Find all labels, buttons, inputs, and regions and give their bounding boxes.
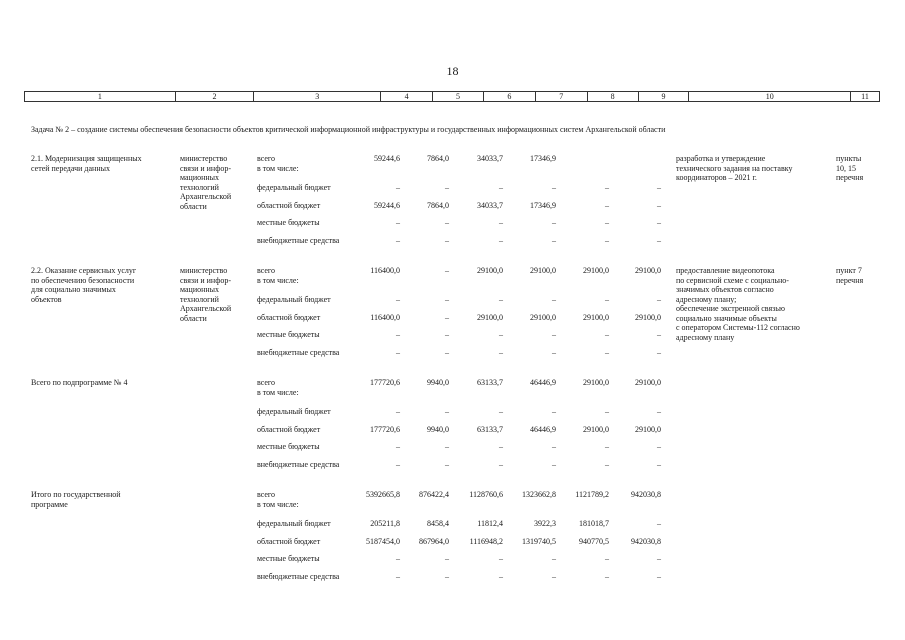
- funding-value: 17346,9: [530, 201, 556, 210]
- funding-value: –: [445, 236, 449, 245]
- funding-value: 1116948,2: [469, 537, 503, 546]
- funding-value: –: [396, 460, 400, 469]
- funding-value: 942030,8: [631, 537, 661, 546]
- funding-value: –: [396, 407, 400, 416]
- funding-source-label: федеральный бюджет: [257, 183, 331, 192]
- funding-value: 942030,8: [631, 490, 661, 499]
- funding-value: –: [657, 554, 661, 563]
- funding-value: –: [552, 236, 556, 245]
- funding-value: 8458,4: [427, 519, 449, 528]
- funding-value: –: [657, 572, 661, 581]
- activity-name: 2.2. Оказание сервисных услуг по обеспечению безопасности для социально значимых объектов: [31, 266, 137, 304]
- list-reference: пункты 10, 15 перечня: [836, 154, 864, 182]
- funding-source-label: внебюджетные средства: [257, 348, 340, 357]
- funding-value: –: [657, 295, 661, 304]
- funding-value: 34033,7: [477, 154, 503, 163]
- column-number-header: [24, 91, 880, 102]
- funding-value: –: [445, 218, 449, 227]
- funding-value: 29100,0: [583, 266, 609, 275]
- funding-value: –: [657, 201, 661, 210]
- funding-source-label: местные бюджеты: [257, 218, 320, 227]
- funding-value: 29100,0: [635, 378, 661, 387]
- funding-source-label: областной бюджет: [257, 537, 321, 546]
- funding-value: –: [605, 460, 609, 469]
- funding-value: 5187454,0: [366, 537, 400, 546]
- column-number: 1: [25, 92, 176, 101]
- funding-value: 63133,7: [477, 378, 503, 387]
- executor: министерство связи и инфор- мационных технологий Архангельской области: [180, 154, 232, 211]
- expected-result: предоставление видеопотока по сервисной схеме с социально- значимых объектов согласно адресному плану; обеспечение экстренной связью социально значимые объекты с оператором Системы-112 согласно адресному плану: [676, 266, 800, 342]
- funding-value: 205211,8: [370, 519, 400, 528]
- funding-value: 5392665,8: [366, 490, 400, 499]
- column-number: 10: [689, 92, 851, 101]
- funding-value: 7864,0: [427, 201, 449, 210]
- funding-value: –: [605, 572, 609, 581]
- executor: министерство связи и инфор- мационных технологий Архангельской области: [180, 266, 232, 323]
- page-number: 18: [446, 64, 459, 78]
- expected-result: разработка и утверждение технического задания на поставку координаторов – 2021 г.: [676, 154, 793, 182]
- funding-value: –: [657, 519, 661, 528]
- funding-value: –: [657, 348, 661, 357]
- funding-value: 29100,0: [635, 425, 661, 434]
- column-number: 3: [254, 92, 381, 101]
- funding-value: –: [657, 236, 661, 245]
- column-number: 6: [484, 92, 536, 101]
- funding-value: –: [552, 460, 556, 469]
- funding-value: 177720,6: [370, 378, 400, 387]
- column-number: 4: [381, 92, 433, 101]
- funding-value: 29100,0: [477, 266, 503, 275]
- funding-value: –: [552, 407, 556, 416]
- funding-value: 59244,6: [374, 201, 400, 210]
- column-number: 7: [536, 92, 588, 101]
- funding-value: –: [396, 236, 400, 245]
- funding-value: 29100,0: [530, 313, 556, 322]
- funding-value: –: [605, 201, 609, 210]
- funding-value: 29100,0: [635, 266, 661, 275]
- funding-value: 29100,0: [530, 266, 556, 275]
- funding-value: 29100,0: [477, 313, 503, 322]
- funding-value: –: [552, 554, 556, 563]
- funding-value: 116400,0: [370, 313, 400, 322]
- funding-value: 17346,9: [530, 154, 556, 163]
- funding-value: 46446,9: [530, 378, 556, 387]
- funding-value: 29100,0: [583, 313, 609, 322]
- funding-value: 11812,4: [477, 519, 503, 528]
- funding-source-label: местные бюджеты: [257, 554, 320, 563]
- funding-value: –: [445, 266, 449, 275]
- column-number: 9: [639, 92, 690, 101]
- funding-value: 9940,0: [427, 378, 449, 387]
- funding-value: –: [499, 295, 503, 304]
- funding-value: 46446,9: [530, 425, 556, 434]
- funding-source-label: внебюджетные средства: [257, 236, 340, 245]
- funding-source-label: областной бюджет: [257, 425, 321, 434]
- funding-value: –: [605, 295, 609, 304]
- funding-value: –: [445, 183, 449, 192]
- funding-value: –: [396, 330, 400, 339]
- funding-value: –: [445, 330, 449, 339]
- funding-value: –: [605, 330, 609, 339]
- activity-name: 2.1. Модернизация защищенных сетей передачи данных: [31, 154, 142, 173]
- funding-value: –: [552, 442, 556, 451]
- funding-value: –: [445, 348, 449, 357]
- funding-source-label: областной бюджет: [257, 313, 321, 322]
- funding-value: –: [657, 330, 661, 339]
- funding-value: –: [657, 407, 661, 416]
- funding-value: –: [499, 442, 503, 451]
- funding-value: 1128760,6: [469, 490, 503, 499]
- funding-source-label: федеральный бюджет: [257, 295, 331, 304]
- funding-value: –: [445, 407, 449, 416]
- funding-value: –: [396, 572, 400, 581]
- funding-value: –: [445, 572, 449, 581]
- funding-value: 63133,7: [477, 425, 503, 434]
- funding-value: –: [396, 295, 400, 304]
- funding-value: –: [605, 218, 609, 227]
- funding-value: 9940,0: [427, 425, 449, 434]
- column-number: 8: [588, 92, 639, 101]
- funding-value: –: [657, 183, 661, 192]
- funding-value: 181018,7: [579, 519, 609, 528]
- funding-value: 177720,6: [370, 425, 400, 434]
- funding-value: 59244,6: [374, 154, 400, 163]
- activity-name: Всего по подпрограмме № 4: [31, 378, 128, 387]
- funding-value: –: [445, 554, 449, 563]
- funding-source-label: всего в том числе:: [257, 266, 299, 285]
- funding-value: 876422,4: [419, 490, 449, 499]
- funding-value: 29100,0: [583, 378, 609, 387]
- funding-value: –: [552, 183, 556, 192]
- funding-value: –: [605, 183, 609, 192]
- funding-value: –: [605, 348, 609, 357]
- funding-value: –: [396, 348, 400, 357]
- funding-value: 940770,5: [579, 537, 609, 546]
- funding-value: 1121789,2: [575, 490, 609, 499]
- funding-value: –: [605, 442, 609, 451]
- funding-value: 29100,0: [635, 313, 661, 322]
- funding-value: –: [499, 572, 503, 581]
- funding-value: –: [552, 572, 556, 581]
- funding-value: –: [396, 442, 400, 451]
- funding-source-label: федеральный бюджет: [257, 519, 331, 528]
- funding-value: –: [499, 183, 503, 192]
- funding-value: –: [552, 348, 556, 357]
- funding-source-label: всего в том числе:: [257, 378, 299, 397]
- activity-name: Итого по государственной программе: [31, 490, 121, 509]
- funding-value: –: [605, 554, 609, 563]
- funding-value: –: [499, 218, 503, 227]
- funding-value: 7864,0: [427, 154, 449, 163]
- funding-value: 116400,0: [370, 266, 400, 275]
- funding-value: –: [657, 442, 661, 451]
- funding-value: 1323662,8: [522, 490, 556, 499]
- funding-source-label: местные бюджеты: [257, 442, 320, 451]
- funding-value: –: [445, 313, 449, 322]
- funding-source-label: всего в том числе:: [257, 490, 299, 509]
- funding-value: –: [396, 218, 400, 227]
- funding-value: –: [605, 407, 609, 416]
- funding-value: 1319740,5: [522, 537, 556, 546]
- funding-value: –: [499, 554, 503, 563]
- funding-value: –: [445, 295, 449, 304]
- funding-source-label: местные бюджеты: [257, 330, 320, 339]
- funding-value: –: [396, 183, 400, 192]
- funding-value: –: [499, 330, 503, 339]
- funding-value: –: [499, 236, 503, 245]
- funding-value: –: [396, 554, 400, 563]
- funding-source-label: областной бюджет: [257, 201, 321, 210]
- funding-value: –: [657, 460, 661, 469]
- funding-value: 29100,0: [583, 425, 609, 434]
- task-title: Задача № 2 – создание системы обеспечения безопасности объектов критической информационной инфраструктуры и государственных информационных систем Архангельской области: [31, 125, 666, 134]
- funding-value: –: [445, 460, 449, 469]
- funding-value: –: [499, 348, 503, 357]
- funding-value: –: [605, 236, 609, 245]
- funding-value: 3922,3: [534, 519, 556, 528]
- funding-source-label: всего в том числе:: [257, 154, 299, 173]
- funding-value: 34033,7: [477, 201, 503, 210]
- funding-value: –: [552, 330, 556, 339]
- column-number: 2: [176, 92, 255, 101]
- funding-value: –: [552, 218, 556, 227]
- column-number: 5: [433, 92, 484, 101]
- funding-source-label: федеральный бюджет: [257, 407, 331, 416]
- funding-source-label: внебюджетные средства: [257, 572, 340, 581]
- list-reference: пункт 7 перечня: [836, 266, 864, 285]
- funding-value: –: [552, 295, 556, 304]
- funding-value: 867964,0: [419, 537, 449, 546]
- funding-source-label: внебюджетные средства: [257, 460, 340, 469]
- funding-value: –: [499, 460, 503, 469]
- funding-value: –: [499, 407, 503, 416]
- funding-value: –: [657, 218, 661, 227]
- column-number: 11: [861, 92, 869, 101]
- funding-value: –: [445, 442, 449, 451]
